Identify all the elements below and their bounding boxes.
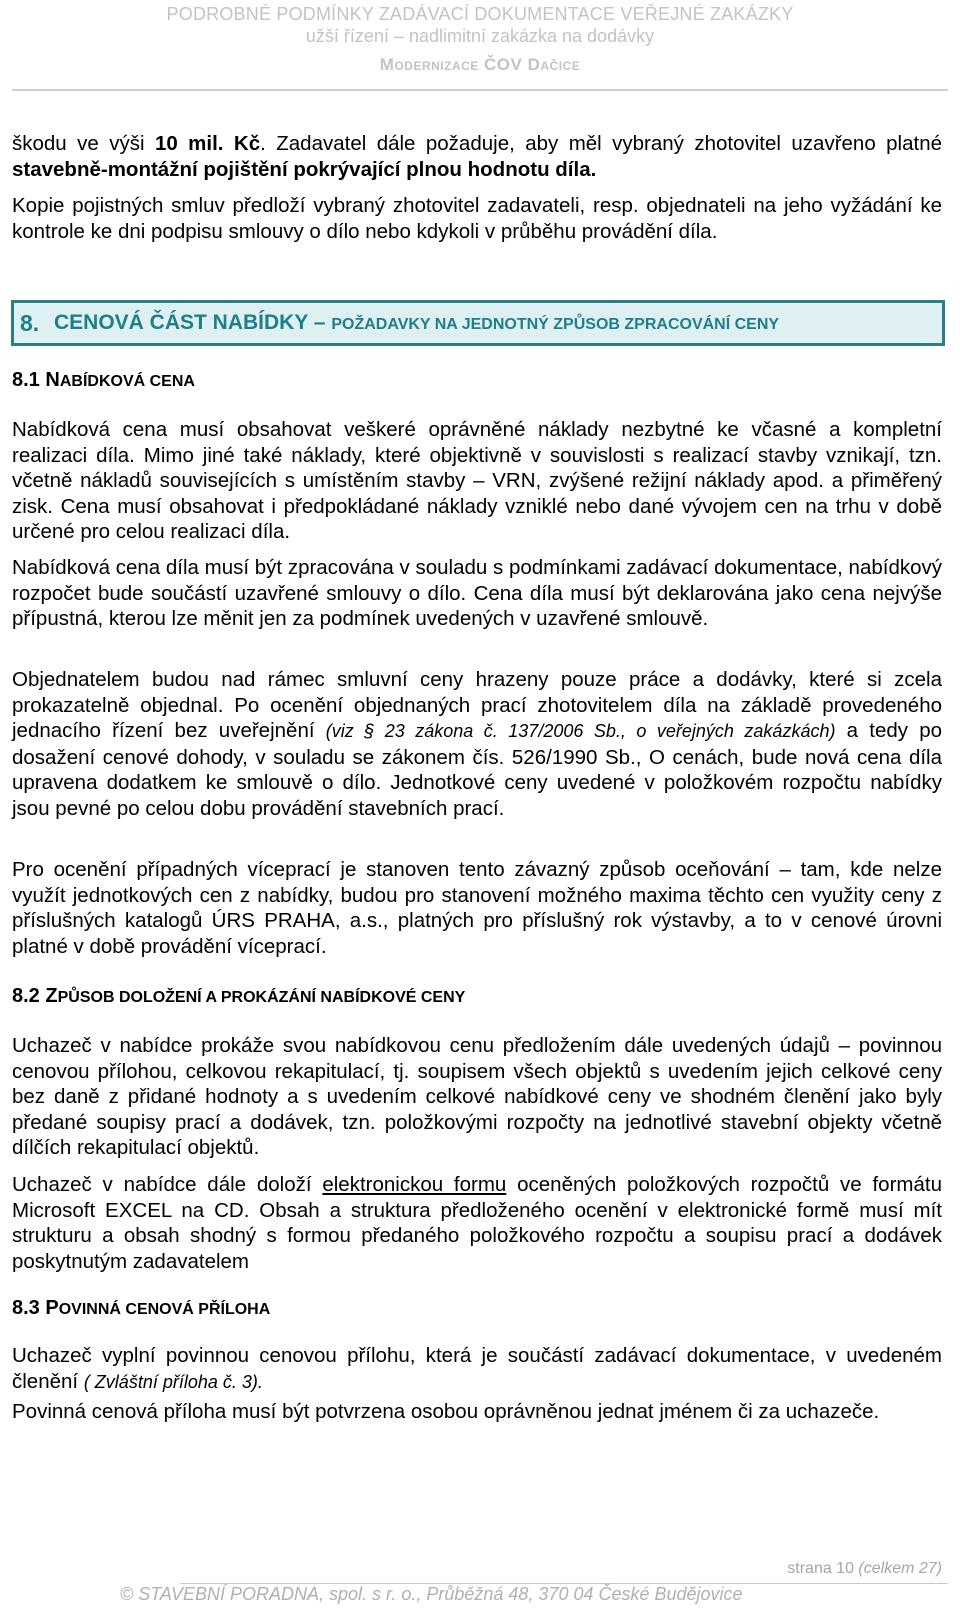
section-8-3-paragraph-2: Povinná cenová příloha musí být potvrzena osobou oprávněnou jednat jménem či za uchazeče.	[12, 1400, 880, 1423]
intro-paragraph-1: škodu ve výši 10 mil. Kč. Zadavatel dále požaduje, aby měl vybraný zhotovitel uzavřeno platné stavebně-montážní pojištění pokrývající plnou hodnotu díla.	[12, 132, 942, 181]
header-divider	[12, 89, 948, 91]
intro-paragraph-2: Kopie pojistných smluv předloží vybraný zhotovitel zadavateli, resp. objednateli na jeho vyžádání ke kontrole ke dni podpisu smlouvy o dílo nebo kdykoli v průběhu provádění díla.	[12, 194, 942, 243]
section-8-3-heading: 8.3 POVINNÁ CENOVÁ PŘÍLOHA	[12, 1297, 271, 1319]
header-project: Modernizace ČOV Dačice	[379, 55, 581, 74]
section-8-1-paragraph-4: Pro ocenění případných víceprací je stanoven tento závazný způsob oceňování – tam, kde nelze využít jednotkových cen z nabídky, budou pro stanovení možného maxima těchto cen využity ceny z příslušných katalogů ÚRS PRAHA, a.s., platných pro příslušný rok výstavby, a to v cenové úrovni platné v době provádění víceprací.	[12, 858, 942, 958]
section-8-3-paragraph-1: Uchazeč vyplní povinnou cenovou přílohu, která je součástí zadávací dokumentace, v uvedeném členění ( Zvláštní příloha č. 3).	[12, 1344, 942, 1393]
footer-address: © STAVEBNÍ PORADNA, spol. s r. o., Průběžná 48, 370 04 České Budějovice	[120, 1584, 743, 1604]
section-8-1-paragraph-3: Objednatelem budou nad rámec smluvní ceny hrazeny pouze práce a dodávky, které si zcela prokazatelně objednal. Po ocenění objednaných prací zhotovitelem díla na základě provedeného jednacího řízení bez uveřejnění (viz § 23 zákona č. 137/2006 Sb., o veřejných zakázkách) a tedy po dosažení cenové dohody, v souladu se zákonem čís. 526/1990 Sb., O cenách, bude nová cena díla upravena dodatkem ke smlouvě o dílo. Jednotkové ceny uvedené v položkovém rozpočtu nabídky jsou pevné po celou dobu provádění stavebních prací.	[12, 668, 942, 820]
section-8-1-heading: 8.1 NABÍDKOVÁ CENA	[12, 369, 195, 391]
header-title: PODROBNÉ PODMÍNKY ZADÁVACÍ DOKUMENTACE VEŘEJNÉ ZAKÁZKY	[166, 4, 794, 24]
section-8-1-paragraph-2: Nabídková cena díla musí být zpracována v souladu s podmínkami zadávací dokumentace, nabídkový rozpočet bude součástí uzavřené smlouvy o dílo. Cena díla musí být deklarována jako cena nejvýše přípustná, kterou lze měnit jen za podmínek uvedených v uzavřené smlouvě.	[12, 556, 942, 630]
section-8-2-paragraph-2: Uchazeč v nabídce dále doloží elektronickou formu oceněných položkových rozpočtů ve formátu Microsoft EXCEL na CD. Obsah a struktura předloženého ocenění v elektronické formě musí mít strukturu a obsah shodný s formou předaného položkového rozpočtu a soupisu prací a dodávek poskytnutým zadavatelem	[12, 1173, 942, 1273]
header-subtitle: užší řízení – nadlimitní zakázka na dodávky	[305, 26, 655, 46]
section-8-number: 8.	[20, 310, 40, 336]
page-number: strana 10 (celkem 27)	[787, 1560, 942, 1577]
section-8-title: CENOVÁ ČÁST NABÍDKY – POŽADAVKY NA JEDNOTNÝ ZPŮSOB ZPRACOVÁNÍ CENY	[54, 311, 780, 334]
section-8-heading	[11, 300, 945, 346]
section-8-2-heading: 8.2 ZPŮSOB DOLOŽENÍ A PROKÁZÁNÍ NABÍDKOVÉ CENY	[12, 985, 466, 1007]
section-8-2-paragraph-1: Uchazeč v nabídce prokáže svou nabídkovou cenu předložením dále uvedených údajů – povinnou cenovou přílohou, celkovou rekapitulací, tj. soupisem všech objektů s uvedením jejich celkové ceny bez daně z přidané hodnoty a s uvedením celkové nabídkové ceny ve shodném členění jako byly předané soupisy prací a dodávek, tzn. položkovými rozpočty na jednotlivé stavební objekty včetně dílčích rekapitulací objektů.	[12, 1034, 942, 1159]
section-8-1-paragraph-1: Nabídková cena musí obsahovat veškeré oprávněné náklady nezbytné ke včasné a kompletní realizaci díla. Mimo jiné také náklady, které objektivně v souvislosti s realizací stavby vznikají, tzn. včetně nákladů souvisejících s umístěním stavby – VRN, zvýšené režijní náklady apod. a přiměřený zisk. Cena musí obsahovat i předpokládané náklady vzniklé nebo dané vývojem cen na trhu v době určené pro celou realizaci díla.	[12, 418, 942, 543]
